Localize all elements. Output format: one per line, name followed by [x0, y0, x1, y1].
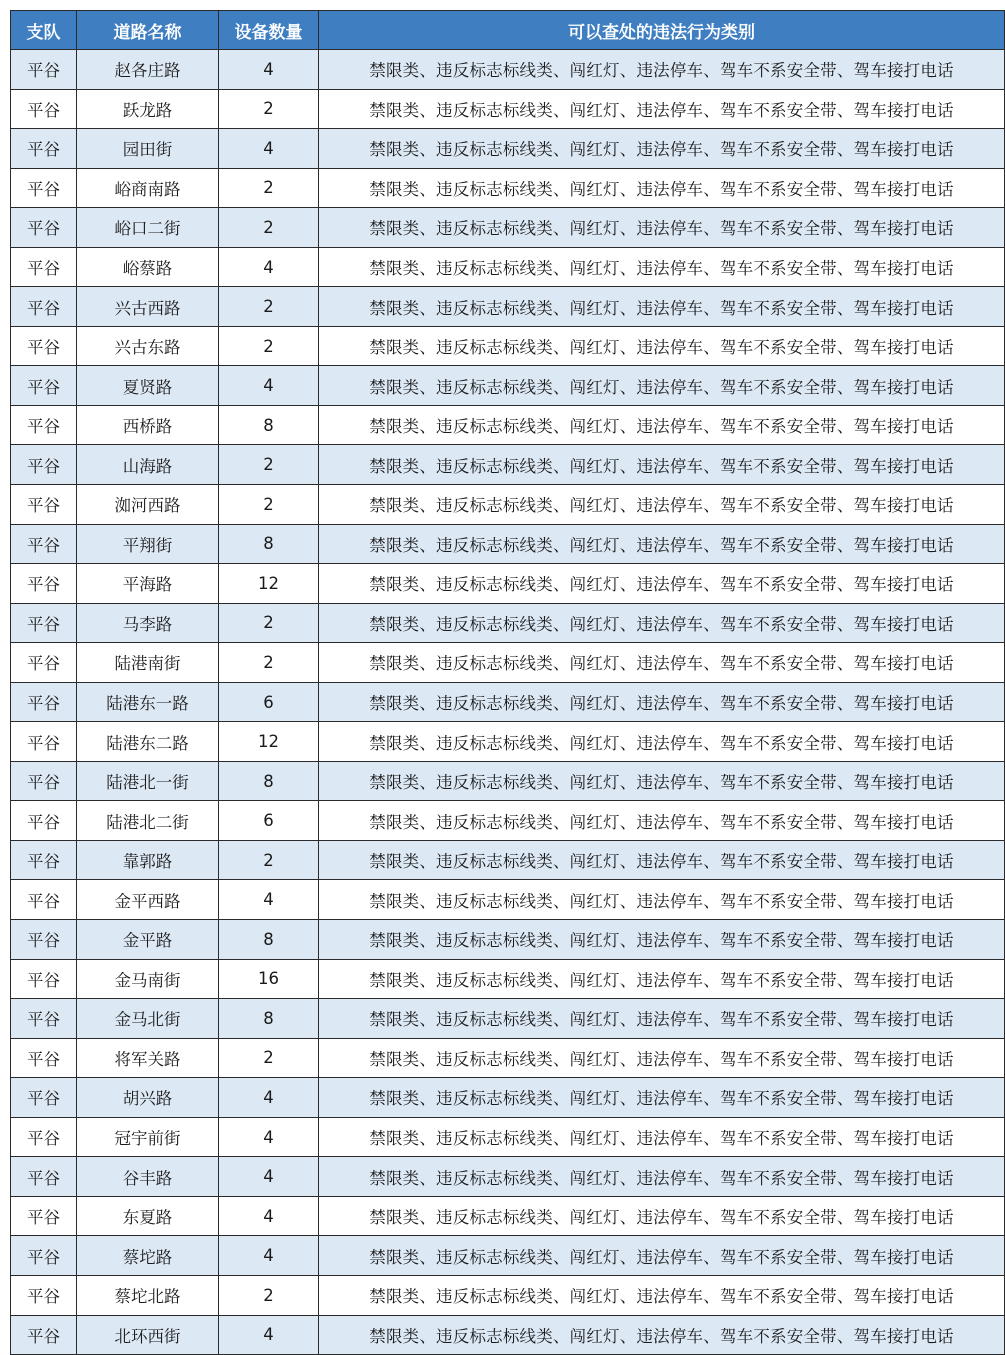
detachment-cell: 平谷 [11, 247, 77, 287]
device-count-cell: 2 [219, 603, 319, 643]
violation-types-cell: 禁限类、违反标志标线类、闯红灯、违法停车、驾车不系安全带、驾车接打电话 [319, 326, 1005, 366]
device-count-cell: 4 [219, 247, 319, 287]
detachment-cell: 平谷 [11, 208, 77, 248]
road-name-cell: 靠郭路 [77, 840, 219, 880]
detachment-cell: 平谷 [11, 722, 77, 762]
road-name-cell: 冠宇前街 [77, 1117, 219, 1157]
device-count-cell: 2 [219, 643, 319, 683]
table-row [11, 1275, 1005, 1315]
detachment-cell: 平谷 [11, 959, 77, 999]
violation-types-cell: 禁限类、违反标志标线类、闯红灯、违法停车、驾车不系安全带、驾车接打电话 [319, 959, 1005, 999]
table-row [11, 524, 1005, 564]
road-name-cell: 金平西路 [77, 880, 219, 920]
device-count-cell: 8 [219, 920, 319, 960]
violation-types-cell: 禁限类、违反标志标线类、闯红灯、违法停车、驾车不系安全带、驾车接打电话 [319, 1038, 1005, 1078]
table-row [11, 1117, 1005, 1157]
table-row [11, 326, 1005, 366]
violation-types-cell: 禁限类、违反标志标线类、闯红灯、违法停车、驾车不系安全带、驾车接打电话 [319, 840, 1005, 880]
detachment-cell: 平谷 [11, 1315, 77, 1355]
table-row [11, 643, 1005, 683]
table-row [11, 1196, 1005, 1236]
violation-types-cell: 禁限类、违反标志标线类、闯红灯、违法停车、驾车不系安全带、驾车接打电话 [319, 880, 1005, 920]
table-row [11, 722, 1005, 762]
table-row [11, 801, 1005, 841]
road-name-cell: 东夏路 [77, 1196, 219, 1236]
violation-types-cell: 禁限类、违反标志标线类、闯红灯、违法停车、驾车不系安全带、驾车接打电话 [319, 801, 1005, 841]
device-count-cell: 4 [219, 1157, 319, 1197]
detachment-cell: 平谷 [11, 89, 77, 129]
detachment-cell: 平谷 [11, 801, 77, 841]
detachment-cell: 平谷 [11, 168, 77, 208]
road-name-cell: 陆港东二路 [77, 722, 219, 762]
table-row [11, 366, 1005, 406]
detachment-cell: 平谷 [11, 920, 77, 960]
table-row [11, 603, 1005, 643]
road-name-cell: 赵各庄路 [77, 50, 219, 90]
device-count-cell: 2 [219, 485, 319, 525]
camera-table-container [10, 10, 1005, 1355]
road-name-cell: 跃龙路 [77, 89, 219, 129]
violation-types-cell: 禁限类、违反标志标线类、闯红灯、违法停车、驾车不系安全带、驾车接打电话 [319, 643, 1005, 683]
device-count-cell: 6 [219, 801, 319, 841]
detachment-cell: 平谷 [11, 50, 77, 90]
table-row [11, 485, 1005, 525]
table-row [11, 682, 1005, 722]
violation-types-cell: 禁限类、违反标志标线类、闯红灯、违法停车、驾车不系安全带、驾车接打电话 [319, 208, 1005, 248]
device-count-cell: 2 [219, 326, 319, 366]
table-row [11, 959, 1005, 999]
traffic-camera-table [10, 10, 1005, 1355]
road-name-cell: 金马北街 [77, 999, 219, 1039]
detachment-cell: 平谷 [11, 761, 77, 801]
road-name-cell: 陆港北二街 [77, 801, 219, 841]
violation-types-cell: 禁限类、违反标志标线类、闯红灯、违法停车、驾车不系安全带、驾车接打电话 [319, 287, 1005, 327]
detachment-cell: 平谷 [11, 880, 77, 920]
device-count-cell: 8 [219, 405, 319, 445]
device-count-cell: 4 [219, 1315, 319, 1355]
road-name-cell: 园田街 [77, 129, 219, 169]
device-count-cell: 4 [219, 366, 319, 406]
table-row [11, 1236, 1005, 1276]
table-header [11, 11, 1005, 50]
violation-types-cell: 禁限类、违反标志标线类、闯红灯、违法停车、驾车不系安全带、驾车接打电话 [319, 366, 1005, 406]
table-row [11, 89, 1005, 129]
road-name-cell: 峪口二街 [77, 208, 219, 248]
detachment-cell: 平谷 [11, 564, 77, 604]
violation-types-cell: 禁限类、违反标志标线类、闯红灯、违法停车、驾车不系安全带、驾车接打电话 [319, 682, 1005, 722]
road-name-cell: 兴古西路 [77, 287, 219, 327]
road-name-cell: 峪蔡路 [77, 247, 219, 287]
violation-types-cell: 禁限类、违反标志标线类、闯红灯、违法停车、驾车不系安全带、驾车接打电话 [319, 1275, 1005, 1315]
table-row [11, 920, 1005, 960]
device-count-cell: 4 [219, 1078, 319, 1118]
table-row [11, 168, 1005, 208]
device-count-cell: 4 [219, 1196, 319, 1236]
violation-types-cell: 禁限类、违反标志标线类、闯红灯、违法停车、驾车不系安全带、驾车接打电话 [319, 168, 1005, 208]
table-row [11, 129, 1005, 169]
violation-types-cell: 禁限类、违反标志标线类、闯红灯、违法停车、驾车不系安全带、驾车接打电话 [319, 485, 1005, 525]
detachment-cell: 平谷 [11, 1117, 77, 1157]
device-count-cell: 12 [219, 722, 319, 762]
detachment-cell: 平谷 [11, 682, 77, 722]
road-name-cell: 夏贤路 [77, 366, 219, 406]
device-count-cell: 8 [219, 761, 319, 801]
violation-types-cell: 禁限类、违反标志标线类、闯红灯、违法停车、驾车不系安全带、驾车接打电话 [319, 564, 1005, 604]
road-name-cell: 洳河西路 [77, 485, 219, 525]
device-count-cell: 2 [219, 287, 319, 327]
detachment-cell: 平谷 [11, 524, 77, 564]
violation-types-cell: 禁限类、违反标志标线类、闯红灯、违法停车、驾车不系安全带、驾车接打电话 [319, 1078, 1005, 1118]
road-name-cell: 蔡坨路 [77, 1236, 219, 1276]
violation-types-cell: 禁限类、违反标志标线类、闯红灯、违法停车、驾车不系安全带、驾车接打电话 [319, 89, 1005, 129]
device-count-cell: 2 [219, 89, 319, 129]
violation-types-cell: 禁限类、违反标志标线类、闯红灯、违法停车、驾车不系安全带、驾车接打电话 [319, 999, 1005, 1039]
violation-types-cell: 禁限类、违反标志标线类、闯红灯、违法停车、驾车不系安全带、驾车接打电话 [319, 920, 1005, 960]
device-count-cell: 8 [219, 999, 319, 1039]
device-count-cell: 4 [219, 50, 319, 90]
violation-types-cell: 禁限类、违反标志标线类、闯红灯、违法停车、驾车不系安全带、驾车接打电话 [319, 1236, 1005, 1276]
detachment-cell: 平谷 [11, 129, 77, 169]
table-row [11, 1315, 1005, 1355]
device-count-cell: 2 [219, 168, 319, 208]
device-count-cell: 16 [219, 959, 319, 999]
device-count-cell: 2 [219, 445, 319, 485]
violation-types-cell: 禁限类、违反标志标线类、闯红灯、违法停车、驾车不系安全带、驾车接打电话 [319, 405, 1005, 445]
device-count-cell: 2 [219, 208, 319, 248]
header-row [11, 11, 1005, 50]
violation-types-cell: 禁限类、违反标志标线类、闯红灯、违法停车、驾车不系安全带、驾车接打电话 [319, 603, 1005, 643]
device-count-cell: 2 [219, 1275, 319, 1315]
detachment-cell: 平谷 [11, 999, 77, 1039]
table-row [11, 1157, 1005, 1197]
violation-types-cell: 禁限类、违反标志标线类、闯红灯、违法停车、驾车不系安全带、驾车接打电话 [319, 761, 1005, 801]
road-name-cell: 马李路 [77, 603, 219, 643]
header-detachment: 支队 [11, 11, 77, 50]
detachment-cell: 平谷 [11, 1078, 77, 1118]
road-name-cell: 将军关路 [77, 1038, 219, 1078]
detachment-cell: 平谷 [11, 445, 77, 485]
violation-types-cell: 禁限类、违反标志标线类、闯红灯、违法停车、驾车不系安全带、驾车接打电话 [319, 1315, 1005, 1355]
table-row [11, 50, 1005, 90]
device-count-cell: 4 [219, 129, 319, 169]
detachment-cell: 平谷 [11, 603, 77, 643]
table-row [11, 840, 1005, 880]
table-row [11, 405, 1005, 445]
road-name-cell: 北环西街 [77, 1315, 219, 1355]
table-row [11, 208, 1005, 248]
detachment-cell: 平谷 [11, 366, 77, 406]
violation-types-cell: 禁限类、违反标志标线类、闯红灯、违法停车、驾车不系安全带、驾车接打电话 [319, 50, 1005, 90]
violation-types-cell: 禁限类、违反标志标线类、闯红灯、违法停车、驾车不系安全带、驾车接打电话 [319, 1157, 1005, 1197]
violation-types-cell: 禁限类、违反标志标线类、闯红灯、违法停车、驾车不系安全带、驾车接打电话 [319, 524, 1005, 564]
road-name-cell: 陆港北一街 [77, 761, 219, 801]
table-row [11, 564, 1005, 604]
table-row [11, 1038, 1005, 1078]
detachment-cell: 平谷 [11, 1038, 77, 1078]
violation-types-cell: 禁限类、违反标志标线类、闯红灯、违法停车、驾车不系安全带、驾车接打电话 [319, 445, 1005, 485]
detachment-cell: 平谷 [11, 326, 77, 366]
device-count-cell: 4 [219, 1236, 319, 1276]
device-count-cell: 2 [219, 840, 319, 880]
violation-types-cell: 禁限类、违反标志标线类、闯红灯、违法停车、驾车不系安全带、驾车接打电话 [319, 1196, 1005, 1236]
road-name-cell: 平翔街 [77, 524, 219, 564]
table-row [11, 445, 1005, 485]
road-name-cell: 金平路 [77, 920, 219, 960]
road-name-cell: 陆港南街 [77, 643, 219, 683]
detachment-cell: 平谷 [11, 1236, 77, 1276]
detachment-cell: 平谷 [11, 405, 77, 445]
table-row [11, 999, 1005, 1039]
detachment-cell: 平谷 [11, 1157, 77, 1197]
table-body [11, 50, 1005, 1355]
road-name-cell: 西桥路 [77, 405, 219, 445]
table-row [11, 1078, 1005, 1118]
header-device-count: 设备数量 [219, 11, 319, 50]
road-name-cell: 兴古东路 [77, 326, 219, 366]
detachment-cell: 平谷 [11, 1275, 77, 1315]
detachment-cell: 平谷 [11, 643, 77, 683]
road-name-cell: 陆港东一路 [77, 682, 219, 722]
violation-types-cell: 禁限类、违反标志标线类、闯红灯、违法停车、驾车不系安全带、驾车接打电话 [319, 247, 1005, 287]
road-name-cell: 谷丰路 [77, 1157, 219, 1197]
device-count-cell: 12 [219, 564, 319, 604]
detachment-cell: 平谷 [11, 1196, 77, 1236]
header-road-name: 道路名称 [77, 11, 219, 50]
violation-types-cell: 禁限类、违反标志标线类、闯红灯、违法停车、驾车不系安全带、驾车接打电话 [319, 722, 1005, 762]
table-row [11, 761, 1005, 801]
device-count-cell: 6 [219, 682, 319, 722]
table-row [11, 287, 1005, 327]
device-count-cell: 4 [219, 1117, 319, 1157]
road-name-cell: 蔡坨北路 [77, 1275, 219, 1315]
device-count-cell: 2 [219, 1038, 319, 1078]
detachment-cell: 平谷 [11, 287, 77, 327]
road-name-cell: 胡兴路 [77, 1078, 219, 1118]
detachment-cell: 平谷 [11, 485, 77, 525]
table-row [11, 247, 1005, 287]
device-count-cell: 4 [219, 880, 319, 920]
road-name-cell: 平海路 [77, 564, 219, 604]
table-row [11, 880, 1005, 920]
device-count-cell: 8 [219, 524, 319, 564]
road-name-cell: 山海路 [77, 445, 219, 485]
detachment-cell: 平谷 [11, 840, 77, 880]
violation-types-cell: 禁限类、违反标志标线类、闯红灯、违法停车、驾车不系安全带、驾车接打电话 [319, 129, 1005, 169]
violation-types-cell: 禁限类、违反标志标线类、闯红灯、违法停车、驾车不系安全带、驾车接打电话 [319, 1117, 1005, 1157]
road-name-cell: 金马南街 [77, 959, 219, 999]
road-name-cell: 峪商南路 [77, 168, 219, 208]
header-violation-types: 可以查处的违法行为类别 [319, 11, 1005, 50]
